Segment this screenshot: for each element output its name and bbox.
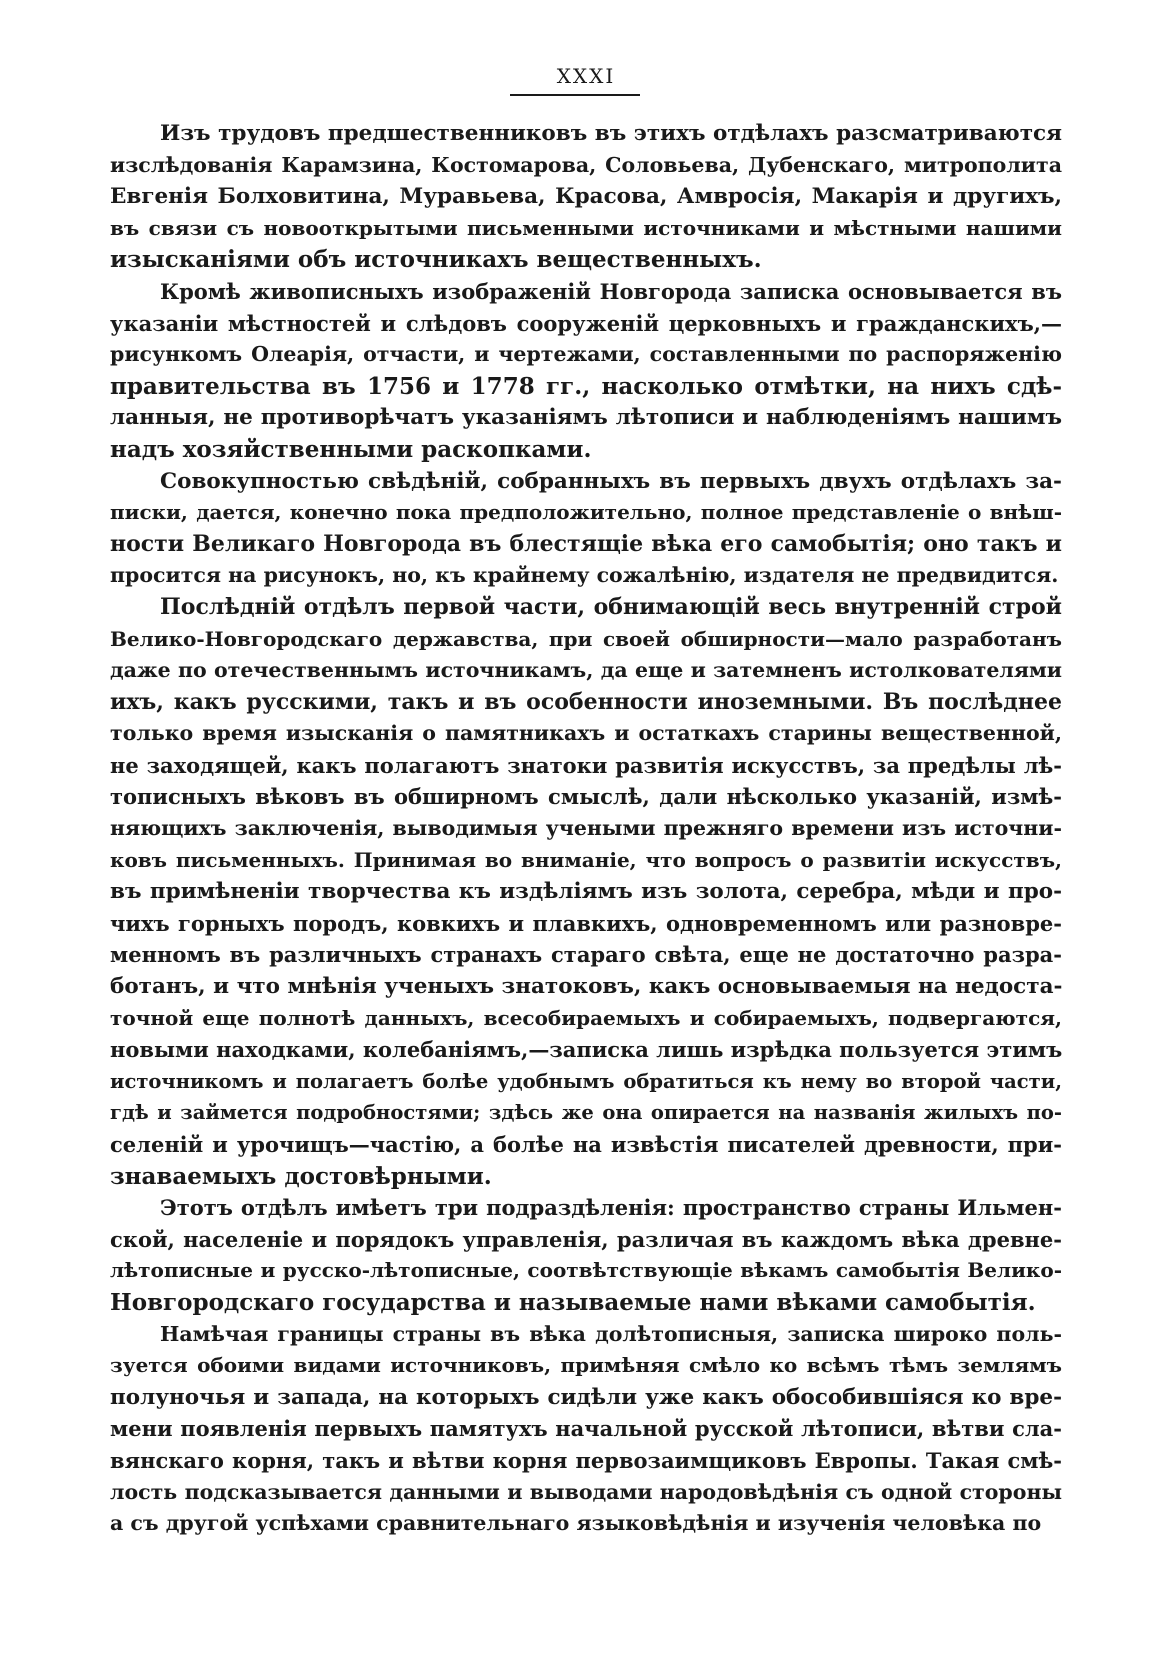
text-line: даже по отечественнымъ источникамъ, да еще и затемненъ истолкователями: [110, 658, 1062, 683]
text-line: ности Великаго Новгорода въ блестящіе вѣка его самобытія; оно такъ и: [110, 530, 1062, 557]
text-line: Послѣдній отдѣлъ первой части, обнимающій весь внутренній строй: [160, 593, 1062, 620]
text-line: чихъ горныхъ породъ, ковкихъ и плавкихъ, одновременномъ или разновре-: [110, 910, 1062, 936]
text-line: ихъ, какъ русскими, такъ и въ особенности иноземными. Въ послѣднее: [110, 688, 1062, 715]
text-line: правительства въ 1756 и 1778 гг., насколько отмѣтки, на нихъ сдѣ-: [110, 372, 1062, 400]
text-line: указаніи мѣстностей и слѣдовъ сооруженій церковныхъ и гражданскихъ,—: [110, 310, 1062, 336]
text-line: полуночья и запада, на которыхъ сидѣли уже какъ обособившіяся ко вре-: [110, 1384, 1062, 1410]
text-line: селеній и урочищъ—частію, а болѣе на извѣстія писателей древности, при-: [110, 1132, 1062, 1157]
paragraph: [110, 466, 1062, 592]
text-line: въ примѣненіи творчества къ издѣліямъ изъ золота, серебра, мѣди и про-: [110, 879, 1062, 905]
text-line: лость подсказывается данными и выводами народовѣдѣнія съ одной стороны: [110, 1479, 1062, 1504]
text-line: писки, дается, конечно пока предположительно, полное представленіе о внѣш-: [110, 500, 1062, 525]
text-line: новыми находками, колебаніямъ,—записка лишь изрѣдка пользуется этимъ: [110, 1037, 1062, 1063]
text-line: гдѣ и займется подробностями; здѣсь же она опирается на названія жилыхъ по-: [110, 1101, 1062, 1125]
text-line: надъ хозяйственными раскопками.: [110, 435, 592, 463]
text-line: ланныя, не противорѣчатъ указаніямъ лѣтописи и наблюденіямъ нашимъ: [110, 405, 1062, 431]
text-line: не заходящей, какъ полагаютъ знатоки развитія искусствъ, за предѣлы лѣ-: [110, 752, 1062, 778]
text-line: только время изысканія о памятникахъ и остаткахъ старины вещественной,: [110, 721, 1062, 746]
text-line: точной еще полнотѣ данныхъ, всесобираемыхъ и собираемыхъ, подвергаются,: [110, 1005, 1062, 1030]
text-line: ковъ письменныхъ. Принимая во вниманіе, что вопросъ о развитіи искусствъ,: [110, 847, 1062, 872]
paragraph: [110, 118, 1062, 276]
text-line: Изъ трудовъ предшественниковъ въ этихъ отдѣлахъ разсматриваются: [160, 121, 1062, 146]
text-line: Велико-Новгородскаго державства, при своей обширности—мало разработанъ: [110, 626, 1062, 651]
text-line: тописныхъ вѣковъ въ обширномъ смыслѣ, дали нѣсколько указаній, измѣ-: [110, 784, 1062, 810]
paragraph: [110, 1192, 1062, 1318]
text-line: менномъ въ различныхъ странахъ стараго свѣта, еще не достаточно разра-: [110, 942, 1062, 968]
header-rule: [510, 94, 640, 96]
text-line: Этотъ отдѣлъ имѣетъ три подраздѣленія: пространство страны Ильмен-: [160, 1195, 1062, 1221]
text-line: Евгенія Болховитина, Муравьева, Красова, Амвросія, Макарія и другихъ,: [110, 184, 1062, 210]
text-line: Намѣчая границы страны въ вѣка долѣтописныя, записка широко поль-: [160, 1321, 1062, 1346]
paragraph: [110, 592, 1062, 1192]
text-line: рисункомъ Олеарія, отчасти, и чертежами, составленными по распоряженію: [110, 342, 1062, 367]
text-line: а съ другой успѣхами сравнительнаго языковѣдѣнія и изученія человѣка по: [110, 1511, 1042, 1536]
text-line: источникомъ и полагаетъ болѣе удобнымъ обратиться къ нему во второй части,: [110, 1069, 1062, 1093]
page-number: XXXI: [556, 64, 616, 88]
text-line: ботанъ, и что мнѣнія ученыхъ знатоковъ, какъ основываемыя на недоста-: [110, 974, 1062, 1000]
text-line: лѣтописные и русско-лѣтописные, соотвѣтствующіе вѣкамъ самобытія Велико-: [110, 1258, 1062, 1283]
text-line: Новгородскаго государства и называемые нами вѣками самобытія.: [110, 1288, 1036, 1316]
text-line: знаваемыхъ достовѣрными.: [110, 1162, 492, 1190]
paragraph: [110, 1319, 1062, 1540]
text-line: изслѣдованія Карамзина, Костомарова, Соловьева, Дубенскаго, митрополита: [110, 152, 1062, 177]
text-line: ской, населеніе и порядокъ управленія, различая въ каждомъ вѣка древне-: [110, 1226, 1062, 1252]
text-line: няющихъ заключенія, выводимыя учеными прежняго времени изъ источни-: [110, 816, 1062, 841]
paragraph: [110, 276, 1062, 466]
text-line: въ связи съ новооткрытыми письменными источниками и мѣстными нашими: [110, 215, 1062, 240]
page-body: [110, 118, 1062, 1540]
text-line: просится на рисунокъ, но, къ крайнему сожалѣнію, издателя не предвидится.: [110, 563, 1059, 588]
text-line: изысканіями объ источникахъ вещественныхъ.: [110, 246, 762, 274]
text-line: Совокупностью свѣдѣній, собранныхъ въ первыхъ двухъ отдѣлахъ за-: [160, 468, 1062, 494]
text-line: вянскаго корня, такъ и вѣтви корня первозаимщиковъ Европы. Такая смѣ-: [110, 1447, 1062, 1473]
text-line: мени появленія первыхъ памятухъ начальной русской лѣтописи, вѣтви сла-: [110, 1416, 1062, 1442]
text-line: зуется обоими видами источниковъ, примѣняя смѣло ко всѣмъ тѣмъ землямъ: [110, 1353, 1062, 1378]
text-line: Кромѣ живописныхъ изображеній Новгорода записка основывается въ: [160, 278, 1062, 304]
